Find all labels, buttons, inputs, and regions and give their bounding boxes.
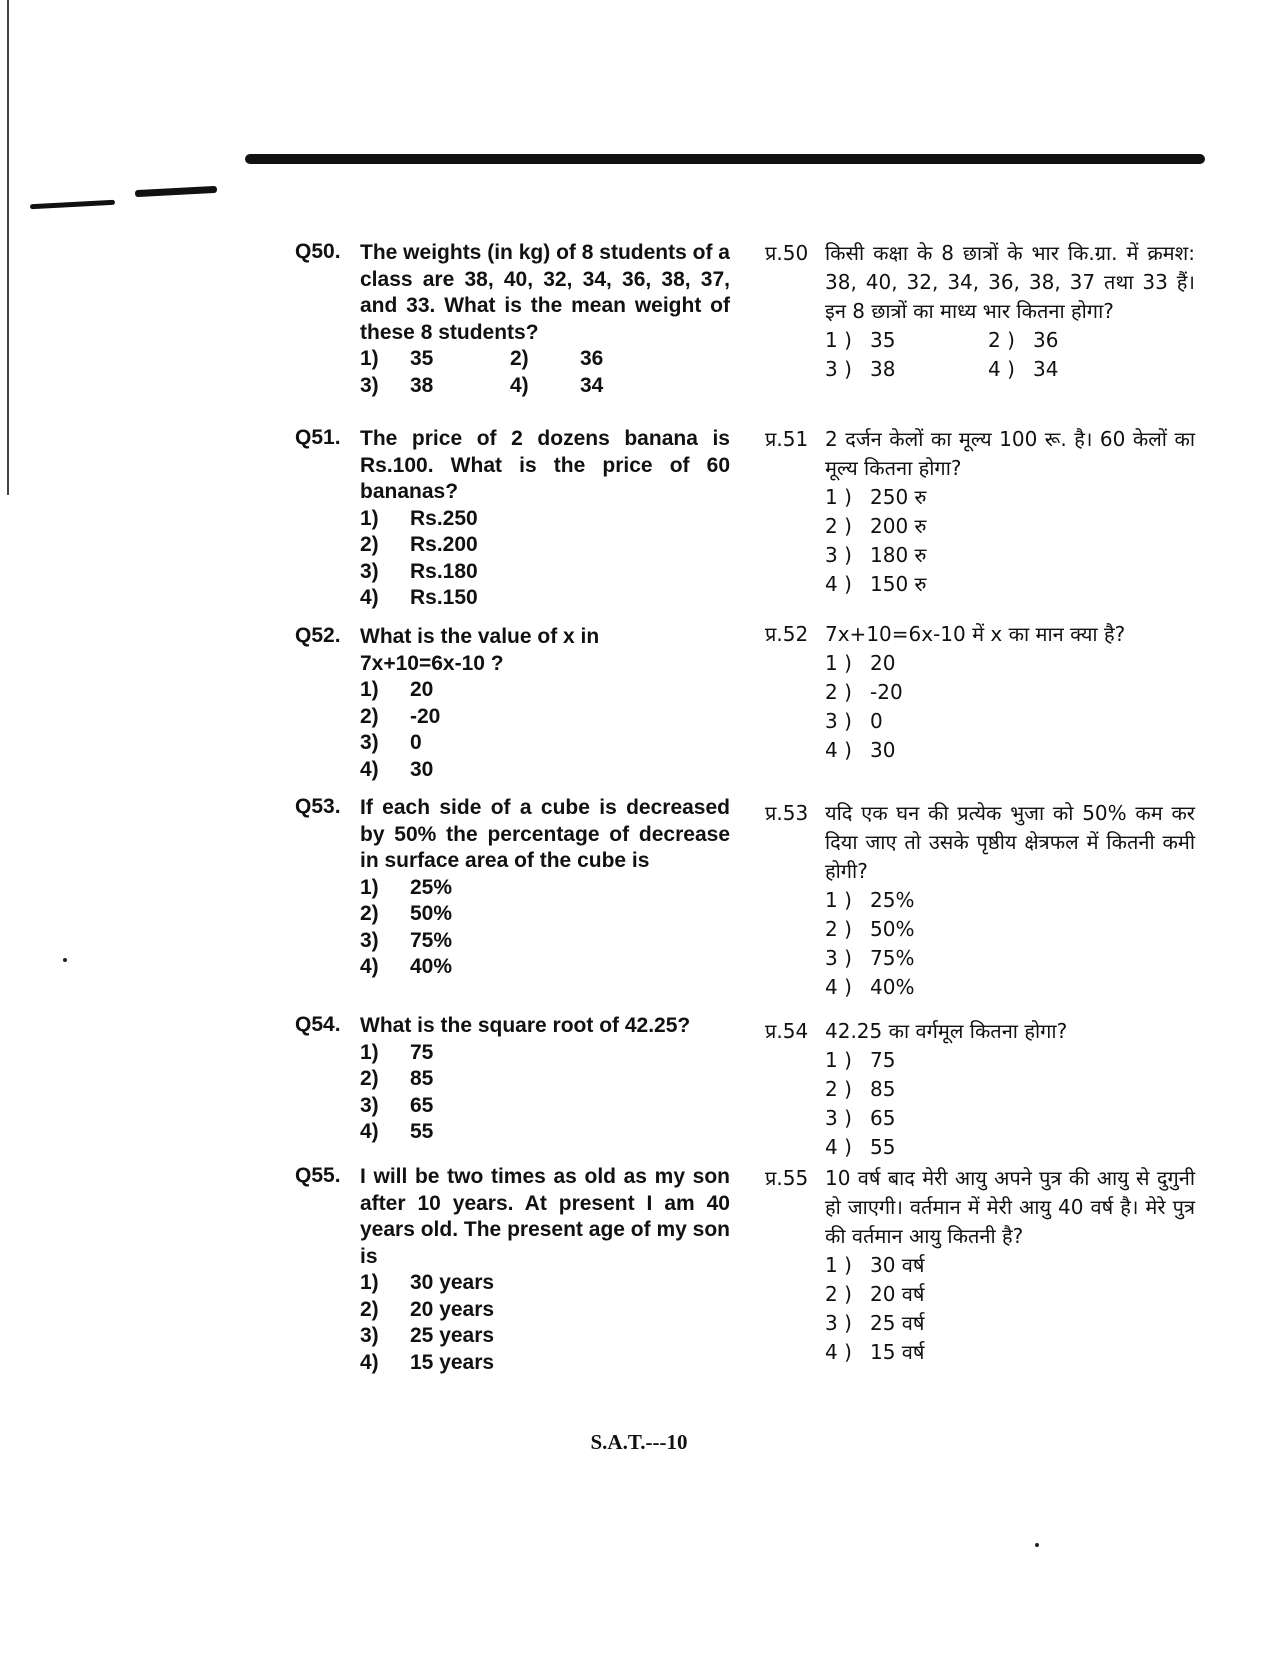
option-value: 38 xyxy=(870,357,896,381)
option xyxy=(825,541,1195,570)
question-number: Q52. xyxy=(295,624,341,647)
option xyxy=(825,1338,1195,1367)
scan-mark xyxy=(135,186,217,197)
option xyxy=(825,678,1195,707)
option-number: 1 ) xyxy=(825,888,852,912)
option-value: 15 वर्ष xyxy=(870,1340,925,1364)
option-number: 4) xyxy=(510,373,529,397)
option-number: 2) xyxy=(360,704,379,728)
option-value: 30 xyxy=(870,738,896,762)
option xyxy=(360,677,600,704)
option-value: 15 years xyxy=(410,1350,495,1374)
option-value: -20 xyxy=(410,704,441,728)
option-number: 3) xyxy=(360,928,379,952)
option-value: 50% xyxy=(870,917,915,941)
option xyxy=(360,506,730,533)
header-rule xyxy=(245,154,1205,164)
question-51 xyxy=(295,426,730,612)
option-value: 25 वर्ष xyxy=(870,1311,925,1335)
option-value: 20 xyxy=(870,651,896,675)
option-number: 3 ) xyxy=(825,543,852,567)
page-footer: S.A.T.---10 xyxy=(590,1430,688,1454)
option-number: 4) xyxy=(360,1120,379,1143)
option-value: 55 xyxy=(870,1135,896,1159)
question-number: Q53. xyxy=(295,795,341,818)
option-value: Rs.150 xyxy=(410,586,478,609)
option-number: 3) xyxy=(360,1324,379,1347)
scan-dot xyxy=(1035,1543,1039,1547)
option xyxy=(825,1104,1195,1133)
option-number: 2) xyxy=(360,902,379,925)
option-value: 20 xyxy=(410,678,434,701)
question-text: 7x+10=6x-10 में x का मान क्या है? xyxy=(825,622,1126,646)
option xyxy=(825,973,1195,1002)
question-number: प्र.50 xyxy=(765,241,809,265)
option xyxy=(825,944,1195,973)
options-grid xyxy=(825,326,1195,384)
question-text: If each side of a cube is decreased by 50% the percentage of decrease in surface area of the cube is xyxy=(360,796,730,872)
option xyxy=(825,1309,1195,1338)
option-value: 30 वर्ष xyxy=(870,1253,925,1277)
option xyxy=(825,886,1195,915)
option-value: 34 xyxy=(1033,357,1059,381)
question-text: The weights (in kg) of 8 students of a class are 38, 40, 32, 34, 36, 38, 37, and 33. What is the mean weight of these 8 students? xyxy=(360,241,730,344)
option-value: 20 वर्ष xyxy=(870,1282,925,1306)
question-text: What is the value of x in 7x+10=6x-10 ? xyxy=(360,625,600,675)
option-number: 1) xyxy=(360,875,379,899)
option-number: 4) xyxy=(360,1350,379,1374)
option-value: 30 years xyxy=(410,1271,495,1294)
option-number: 2) xyxy=(360,1297,379,1321)
option-value: 25% xyxy=(870,888,915,912)
option-value: 25% xyxy=(410,875,453,899)
option-number: 1 ) xyxy=(825,651,852,675)
scan-mark xyxy=(30,200,115,209)
option-number: 4 ) xyxy=(825,738,852,762)
question-number: प्र.53 xyxy=(765,801,809,825)
option-value: 0 xyxy=(870,709,883,733)
option-number: 4) xyxy=(360,586,379,609)
option-number: 4 ) xyxy=(825,572,852,596)
option-number: 2 ) xyxy=(988,328,1015,352)
option-value: 65 xyxy=(870,1106,896,1130)
option xyxy=(825,1075,1195,1104)
option-value: Rs.250 xyxy=(410,506,478,530)
question-number: प्र.54 xyxy=(765,1019,809,1043)
option-number: 2 ) xyxy=(825,1282,852,1306)
question-52-hindi xyxy=(765,620,1195,765)
option-value: 36 xyxy=(1033,328,1059,352)
option xyxy=(360,901,730,928)
option xyxy=(360,532,730,559)
option xyxy=(825,649,1195,678)
question-text: I will be two times as old as my son after 10 years. At present I am 40 years old. The present age of my son is xyxy=(360,1165,730,1268)
option-value: 36 xyxy=(580,347,604,370)
option-value: 55 xyxy=(410,1120,434,1143)
question-number: प्र.55 xyxy=(765,1166,809,1190)
option-number: 1 ) xyxy=(825,1253,852,1277)
option xyxy=(825,483,1195,512)
options-grid xyxy=(360,346,730,399)
question-54 xyxy=(295,1013,730,1146)
question-number: प्र.52 xyxy=(765,622,809,646)
question-text: किसी कक्षा के 8 छात्रों के भार कि.ग्रा. में क्रमश: 38, 40, 32, 34, 36, 38, 37 तथा 33 हैं। इन 8 छात्रों का माध्य भार कितना होगा? xyxy=(825,241,1195,323)
option-value: 40% xyxy=(870,975,915,999)
question-52 xyxy=(295,624,730,783)
option-value: Rs.180 xyxy=(410,559,478,583)
option-number: 1 ) xyxy=(825,328,852,352)
option-number: 4) xyxy=(360,757,379,781)
option-value: 250 रु xyxy=(870,485,927,509)
option xyxy=(825,512,1195,541)
option-value: 75% xyxy=(410,928,453,952)
option-number: 2) xyxy=(360,1067,379,1090)
option xyxy=(360,1040,730,1067)
question-text: यदि एक घन की प्रत्येक भुजा को 50% कम कर दिया जाए तो उसके पृष्ठीय क्षेत्रफल में कितनी कमी होगी? xyxy=(825,801,1195,883)
option xyxy=(825,736,1195,765)
option-value: 75 xyxy=(870,1048,896,1072)
option xyxy=(360,1350,730,1377)
option-number: 4 ) xyxy=(825,1135,852,1159)
option-value: 85 xyxy=(410,1067,434,1090)
scan-dot xyxy=(63,958,67,962)
option-value: 75% xyxy=(870,946,915,970)
option-value: 38 xyxy=(410,373,434,397)
option-number: 3 ) xyxy=(825,709,852,733)
option-value: 65 xyxy=(410,1093,434,1117)
option xyxy=(360,875,730,902)
option-number: 2) xyxy=(510,347,529,370)
option xyxy=(825,1251,1195,1280)
option-number: 3 ) xyxy=(825,1311,852,1335)
option-number: 4 ) xyxy=(988,357,1015,381)
option xyxy=(825,1046,1195,1075)
option-value: 180 रु xyxy=(870,543,927,567)
question-number: Q50. xyxy=(295,240,341,263)
option-value: 34 xyxy=(580,373,604,397)
option-number: 1) xyxy=(360,347,379,370)
option-number: 3) xyxy=(360,731,379,754)
option xyxy=(360,1119,730,1146)
question-number: Q54. xyxy=(295,1013,341,1036)
option-number: 3 ) xyxy=(825,357,852,381)
option-number: 2 ) xyxy=(825,1077,852,1101)
question-53 xyxy=(295,795,730,981)
option-number: 3) xyxy=(360,1093,379,1117)
option xyxy=(360,1066,730,1093)
option-number: 4) xyxy=(360,955,379,978)
option xyxy=(825,1133,1195,1162)
option-value: 35 xyxy=(870,328,896,352)
option-number: 2) xyxy=(360,533,379,556)
option-number: 4 ) xyxy=(825,975,852,999)
question-number: प्र.51 xyxy=(765,427,809,451)
question-55 xyxy=(295,1164,730,1376)
option-number: 3) xyxy=(360,373,379,397)
option-value: 0 xyxy=(410,731,422,754)
option-value: 200 रु xyxy=(870,514,927,538)
option-value: -20 xyxy=(870,680,903,704)
question-50 xyxy=(295,240,730,399)
option xyxy=(825,1280,1195,1309)
option-number: 3 ) xyxy=(825,946,852,970)
option-number: 1 ) xyxy=(825,485,852,509)
option-value: 20 years xyxy=(410,1297,495,1321)
option xyxy=(825,915,1195,944)
option xyxy=(360,730,600,757)
option xyxy=(360,1270,730,1297)
option-number: 4 ) xyxy=(825,1340,852,1364)
option-value: 25 years xyxy=(410,1324,495,1347)
option-value: 150 रु xyxy=(870,572,927,596)
option-number: 1) xyxy=(360,1040,379,1064)
option xyxy=(360,704,600,731)
option xyxy=(360,559,730,586)
option xyxy=(360,1323,730,1350)
question-number: Q51. xyxy=(295,426,341,449)
option-number: 2 ) xyxy=(825,514,852,538)
option xyxy=(360,954,730,981)
option xyxy=(360,585,730,612)
option-number: 1 ) xyxy=(825,1048,852,1072)
question-51-hindi xyxy=(765,425,1195,599)
option-value: 75 xyxy=(410,1040,434,1064)
question-text: 42.25 का वर्गमूल कितना होगा? xyxy=(825,1019,1068,1043)
option-number: 2 ) xyxy=(825,917,852,941)
option-number: 1) xyxy=(360,1271,379,1294)
option xyxy=(825,707,1195,736)
question-number: Q55. xyxy=(295,1164,341,1187)
question-text: The price of 2 dozens banana is Rs.100. What is the price of 60 bananas? xyxy=(360,427,730,503)
question-53-hindi xyxy=(765,799,1195,1002)
option xyxy=(825,570,1195,599)
option-value: 85 xyxy=(870,1077,896,1101)
option-number: 1) xyxy=(360,506,379,530)
option xyxy=(360,1093,730,1120)
option-value: 50% xyxy=(410,902,453,925)
option-value: 35 xyxy=(410,347,434,370)
option-number: 3 ) xyxy=(825,1106,852,1130)
option-number: 2 ) xyxy=(825,680,852,704)
option xyxy=(360,1297,730,1324)
question-text: What is the square root of 42.25? xyxy=(360,1014,691,1037)
option-value: 40% xyxy=(410,955,453,978)
question-55-hindi xyxy=(765,1164,1195,1367)
option xyxy=(360,928,730,955)
question-text: 2 दर्जन केलों का मूल्य 100 रू. है। 60 केलों का मूल्य कितना होगा? xyxy=(825,427,1195,480)
scan-edge-line xyxy=(7,0,9,495)
option-number: 1) xyxy=(360,678,379,701)
question-text: 10 वर्ष बाद मेरी आयु अपने पुत्र की आयु से दुगुनी हो जाएगी। वर्तमान में मेरी आयु 40 वर्ष है। मेरे पुत्र की वर्तमान आयु कितनी है? xyxy=(825,1166,1195,1248)
option-value: 30 xyxy=(410,757,434,781)
option-value: Rs.200 xyxy=(410,533,478,556)
question-50-hindi xyxy=(765,239,1195,384)
option xyxy=(360,757,600,784)
question-54-hindi xyxy=(765,1017,1195,1162)
option-number: 3) xyxy=(360,559,379,583)
